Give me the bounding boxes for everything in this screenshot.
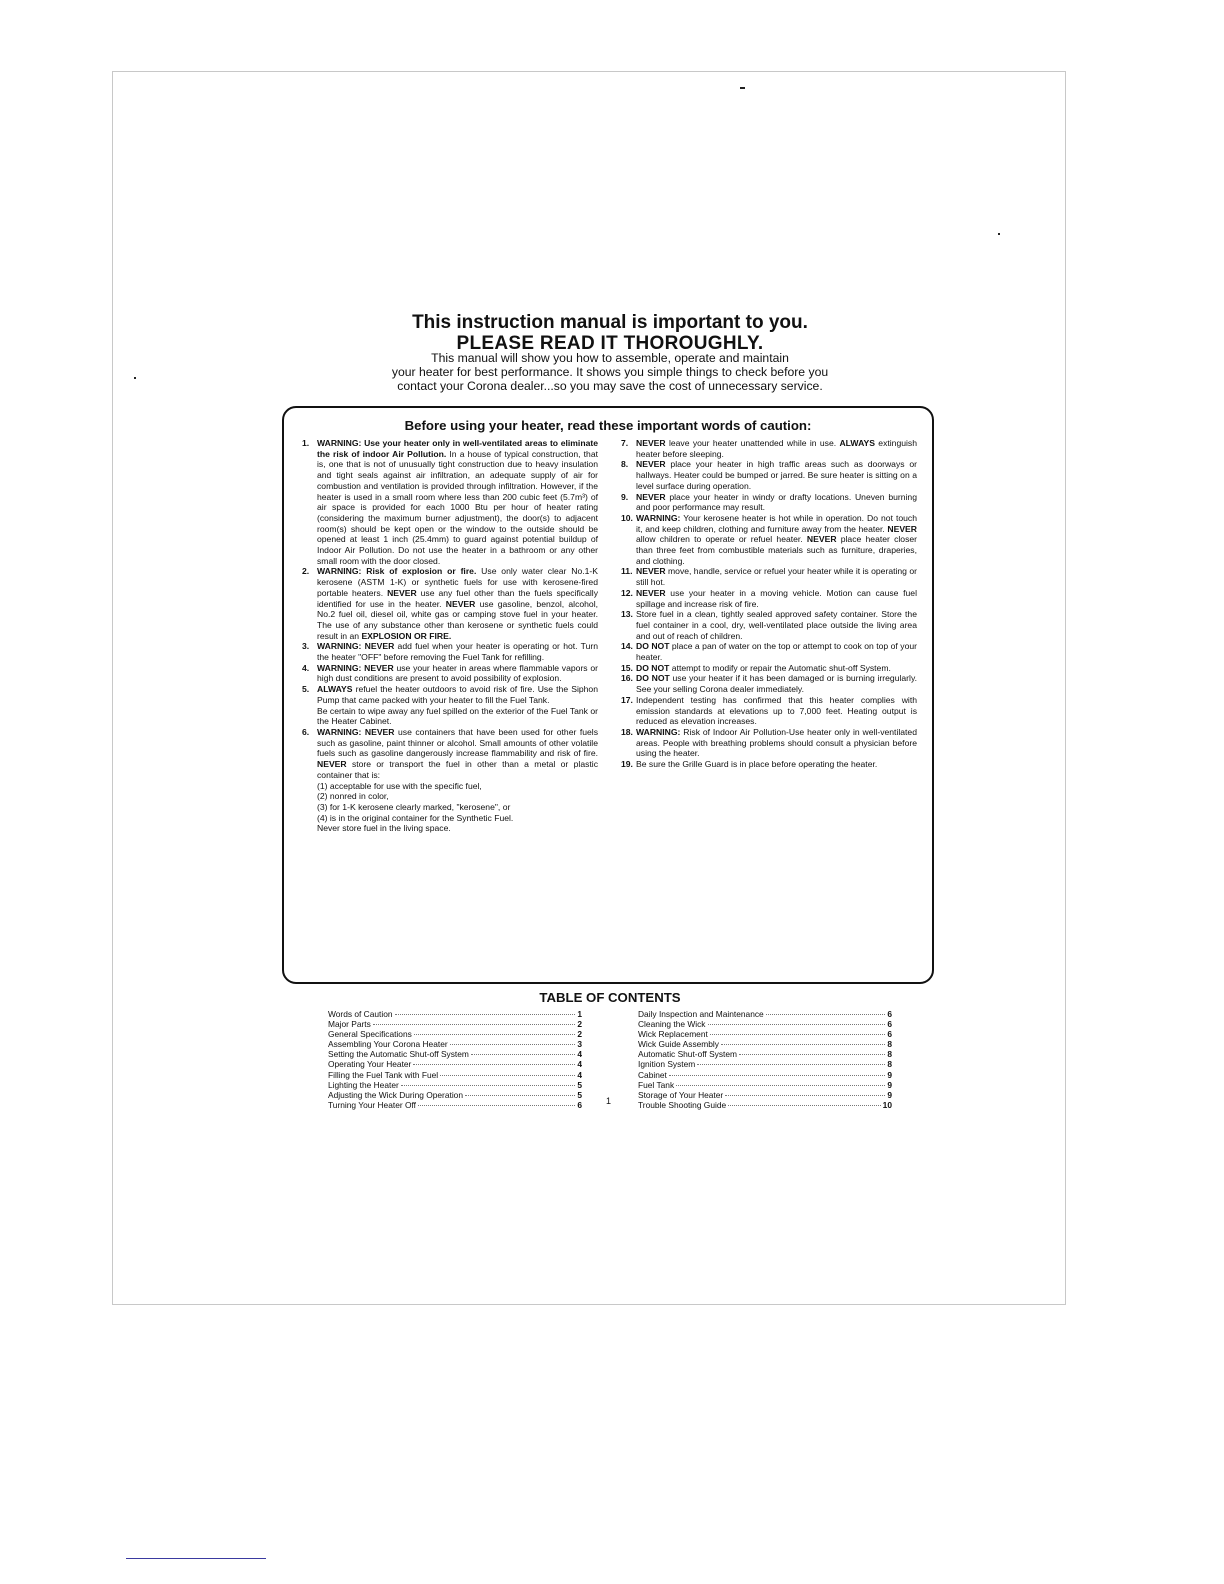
caution-item-text: WARNING: NEVER use containers that have been used for other fuels such as gasoline, paint thinner or alcohol. Small amounts of other volatile fuels such as gasoline dangerously increase flammability and risk of fire. NEVER store or transport the fuel in other than a metal or plastic container that is: (1) acceptable for use with the specific fuel, (2) nonred in color, (3) for 1-K kerosene clearly marked, "kerosene", or (4) is in the original container for the Synthetic Fuel. Never store fuel in the living space.	[317, 726, 598, 834]
toc-entry	[328, 1019, 582, 1029]
toc-entry	[328, 1059, 582, 1069]
caution-item-number: 12.	[621, 587, 633, 598]
toc-entry	[638, 1070, 892, 1080]
toc-entry-name: Fuel Tank	[638, 1079, 675, 1090]
caution-item	[621, 759, 917, 770]
caution-item	[621, 727, 917, 759]
toc-entry-page: 4	[577, 1049, 582, 1060]
toc-leader-dots	[413, 1064, 575, 1065]
toc-entry-page: 6	[887, 1009, 892, 1019]
toc-leader-dots	[669, 1075, 885, 1076]
toc-entry	[638, 1100, 892, 1110]
toc-entry-name: Adjusting the Wick During Operation	[328, 1089, 463, 1100]
toc-leader-dots	[395, 1014, 576, 1015]
toc-entry-name: Daily Inspection and Maintenance	[638, 1009, 764, 1019]
toc-leader-dots	[725, 1095, 885, 1096]
toc-leader-dots	[739, 1054, 885, 1055]
caution-item-number: 14.	[621, 641, 633, 652]
caution-item-number: 19.	[621, 759, 633, 770]
toc-entry-page: 9	[887, 1069, 892, 1080]
toc-entry-page: 5	[577, 1079, 582, 1090]
toc-leader-dots	[401, 1085, 576, 1086]
toc-leader-dots	[465, 1095, 575, 1096]
toc-entry-name: Turning Your Heater Off	[328, 1099, 416, 1110]
toc-entry-page: 3	[577, 1039, 582, 1050]
caution-item-number: 2.	[302, 566, 310, 577]
caution-title: Before using your heater, read these important words of caution:	[404, 418, 812, 433]
caution-item	[621, 609, 917, 641]
toc-entry-name: Assembling Your Corona Heater	[328, 1039, 448, 1050]
caution-item	[621, 641, 917, 662]
caution-item-number: 9.	[621, 491, 629, 502]
intro-line: This manual will show you how to assemble, operate and maintain	[431, 351, 789, 365]
caution-item-number: 17.	[621, 694, 633, 705]
toc-entry-page: 9	[887, 1089, 892, 1100]
toc-column-left	[328, 1009, 582, 1110]
caution-item	[621, 459, 917, 491]
caution-item	[621, 513, 917, 567]
caution-item	[302, 663, 598, 684]
toc-entry	[328, 1029, 582, 1039]
toc-entry-name: Cleaning the Wick	[638, 1019, 706, 1030]
intro-paragraph	[300, 351, 920, 393]
toc-leader-dots	[414, 1034, 576, 1035]
toc-entry-name: Wick Guide Assembly	[638, 1039, 719, 1050]
toc-leader-dots	[450, 1044, 576, 1045]
toc-entry	[638, 1049, 892, 1059]
toc-leader-dots	[728, 1105, 881, 1106]
footer-rule	[126, 1558, 266, 1559]
toc-entry-name: Filling the Fuel Tank with Fuel	[328, 1069, 439, 1080]
caution-item	[621, 566, 917, 587]
manual-title-line-1: This instruction manual is important to you.	[412, 312, 808, 333]
caution-item	[621, 663, 917, 674]
toc-entry-name: Words of Caution	[328, 1009, 393, 1019]
toc-leader-dots	[708, 1024, 886, 1025]
manual-title-line-2: PLEASE READ IT THOROUGHLY.	[456, 333, 764, 354]
caution-item	[621, 588, 917, 609]
toc-entry-page: 8	[887, 1039, 892, 1050]
intro-line: your heater for best performance. It shows you simple things to check before you	[391, 365, 829, 379]
caution-item-number: 16.	[621, 673, 633, 684]
toc-entry	[638, 1019, 892, 1029]
toc-entry-name: General Specifications	[328, 1029, 412, 1040]
toc-entry-page: 1	[577, 1009, 582, 1019]
caution-item	[621, 492, 917, 513]
caution-item-text: WARNING: Risk of Indoor Air Pollution-Use heater only in well-ventilated areas. People with breathing problems should consult a physician before using the heater.	[636, 726, 917, 759]
caution-item-number: 8.	[621, 459, 629, 470]
caution-item-text: WARNING: NEVER add fuel when your heater is operating or hot. Turn the heater "OFF" before removing the Fuel Tank for refilling.	[317, 641, 598, 663]
toc-entry-name: Setting the Automatic Shut-off System	[328, 1049, 469, 1060]
caution-item-text: WARNING: Risk of explosion or fire. Use only water clear No.1-K kerosene (ASTM 1-K) or synthetic fuels for use with kerosene-fired portable heaters. NEVER use any fuel other than the fuels specifically identified for use in the heater. NEVER use gasoline, benzol, alcohol, No.2 fuel oil, diesel oil, white gas or camping stove fuel in your heater. The use of any substance other than kerosene or synthetic fuels could result in an EXPLOSION OR FIRE.	[317, 566, 599, 641]
caution-item-text: DO NOT use your heater if it has been damaged or is burning irregularly. See your selling Corona dealer immediately.	[636, 673, 917, 695]
caution-item-text: NEVER move, handle, service or refuel your heater while it is operating or still hot.	[636, 566, 917, 588]
toc-entry-name: Lighting the Heater	[328, 1079, 399, 1090]
toc-entry	[328, 1080, 582, 1090]
toc-entry-name: Major Parts	[328, 1019, 371, 1030]
toc-column-right	[638, 1009, 892, 1110]
toc-leader-dots	[697, 1064, 885, 1065]
caution-item-text: NEVER place your heater in high traffic areas such as doorways or hallways. Heater could be bumped or jarred. Be sure heater is sitting on a level surface during operation.	[636, 459, 917, 491]
toc-entry-page: 8	[887, 1059, 892, 1070]
toc-entry-page: 8	[887, 1049, 892, 1060]
caution-column-left	[302, 438, 598, 834]
toc-entry-page: 4	[577, 1069, 582, 1080]
toc-entry	[638, 1090, 892, 1100]
caution-item-number: 13.	[621, 609, 633, 620]
toc-entry-name: Operating Your Heater	[328, 1059, 412, 1070]
toc-entry-page: 6	[577, 1099, 582, 1110]
toc-entry	[328, 1070, 582, 1080]
caution-item-text: NEVER place your heater in windy or drafty locations. Uneven burning and poor performance may result.	[636, 491, 917, 513]
toc-leader-dots	[676, 1085, 885, 1086]
toc-entry	[638, 1059, 892, 1069]
caution-item-number: 3.	[302, 641, 310, 652]
toc-leader-dots	[440, 1075, 575, 1076]
toc-entry-page: 9	[887, 1079, 892, 1090]
caution-item-number: 4.	[302, 662, 310, 673]
toc-entry-page: 2	[577, 1019, 582, 1030]
caution-item-number: 11.	[621, 566, 633, 577]
toc-leader-dots	[710, 1034, 886, 1035]
caution-item-text: WARNING: NEVER use your heater in areas where flammable vapors or high dust conditions are present to avoid possibility of explosion.	[317, 662, 598, 684]
caution-item	[302, 438, 598, 566]
toc-entry-page: 4	[577, 1059, 582, 1070]
caution-item-text: NEVER leave your heater unattended while in use. ALWAYS extinguish heater before sleeping.	[636, 438, 917, 459]
toc-entry-name: Trouble Shooting Guide	[638, 1099, 727, 1110]
toc-entry-page: 6	[887, 1019, 892, 1030]
scan-speck	[998, 233, 1000, 235]
toc-entry-name: Storage of Your Heater	[638, 1089, 724, 1100]
caution-item-number: 10.	[621, 512, 633, 523]
toc-entry-page: 5	[577, 1089, 582, 1100]
caution-item	[621, 695, 917, 727]
caution-item-number: 7.	[621, 438, 629, 448]
toc-leader-dots	[766, 1014, 886, 1015]
toc-entry-page: 6	[887, 1029, 892, 1040]
caution-item-text: ALWAYS refuel the heater outdoors to avoid risk of fire. Use the Siphon Pump that came packed with your heater to fill the Fuel Tank. Be certain to wipe away any fuel spilled on the exterior of the Fuel Tank or the Heater Cabinet.	[317, 684, 598, 727]
caution-item	[621, 673, 917, 694]
toc-entry	[638, 1039, 892, 1049]
intro-line: contact your Corona dealer...so you may save the cost of unnecessary service.	[397, 379, 823, 393]
caution-item-number: 15.	[621, 662, 633, 673]
toc-leader-dots	[721, 1044, 885, 1045]
caution-item-number: 1.	[302, 438, 310, 448]
toc-entry	[328, 1009, 582, 1019]
caution-column-right	[621, 438, 917, 770]
caution-item-text: Independent testing has confirmed that this heater complies with emission standards at elevations up to 7,000 feet. Heating output is reduced as elevation increases.	[636, 694, 917, 727]
toc-entry	[328, 1100, 582, 1110]
caution-item-number: 18.	[621, 726, 633, 737]
toc-entry-page: 2	[577, 1029, 582, 1040]
caution-item	[302, 727, 598, 834]
caution-item-text: Store fuel in a clean, tightly sealed approved safety container. Store the fuel container in a cool, dry, well-ventilated place outside the living area and out of reach of children.	[636, 609, 917, 641]
caution-item-text: NEVER use your heater in a moving vehicle. Motion can cause fuel spillage and increase risk of fire.	[636, 587, 917, 609]
toc-entry	[328, 1090, 582, 1100]
toc-entry	[638, 1080, 892, 1090]
toc-title: TABLE OF CONTENTS	[539, 990, 681, 1005]
toc-entry	[638, 1029, 892, 1039]
caution-item	[302, 684, 598, 727]
caution-item-number: 5.	[302, 684, 310, 695]
caution-item-text: DO NOT place a pan of water on the top or attempt to cook on top of your heater.	[636, 641, 917, 663]
scan-speck	[134, 377, 136, 379]
toc-entry-name: Cabinet	[638, 1069, 667, 1080]
toc-entry	[328, 1039, 582, 1049]
caution-item-text: DO NOT attempt to modify or repair the Automatic shut-off System.	[636, 662, 891, 673]
scan-speck	[740, 87, 745, 89]
page-number: 1	[606, 1096, 612, 1106]
toc-entry-page: 10	[882, 1099, 892, 1110]
toc-entry-name: Automatic Shut-off System	[638, 1049, 737, 1060]
toc-entry-name: Wick Replacement	[638, 1029, 708, 1040]
caution-box	[282, 406, 934, 984]
caution-item-text: WARNING: Use your heater only in well-ventilated areas to eliminate the risk of indoor Air Pollution. In a house of typical construction, that is, one that is not of unusually tight construction due to heavy insulation and tight seals against air infiltration, an adequate supply of air for combustion and ventilation is provided through infiltration. However, if the heater is used in a small room where less than 200 cubic feet (5.7m³) of air space is provided for each 1000 Btu per hour of heater rating (considering the maximum burner adjustment), the door(s) to adjacent room(s) should be kept open or the window to the outside should be opened at least 1 inch (25.4mm) to guard against potential buildup of Indoor Air Pollution. Do not use the heater in a bathroom or any other small room with the door closed.	[317, 438, 598, 566]
toc-entry	[638, 1009, 892, 1019]
caution-item	[302, 566, 598, 641]
toc-leader-dots	[418, 1105, 575, 1106]
caution-item	[302, 641, 598, 662]
toc-entry-name: Ignition System	[638, 1059, 696, 1070]
toc-leader-dots	[373, 1024, 576, 1025]
caution-item-number: 6.	[302, 726, 310, 737]
toc-entry	[328, 1049, 582, 1059]
toc-leader-dots	[471, 1054, 575, 1055]
caution-item	[621, 438, 917, 459]
caution-item-text: WARNING: Your kerosene heater is hot while in operation. Do not touch it, and keep children, clothing and furniture away from the heater. NEVER allow children to operate or refuel heater. NEVER place heater closer than three feet from combustible materials such as furniture, draperies, and clothing.	[636, 512, 918, 566]
caution-item-text: Be sure the Grille Guard is in place before operating the heater.	[636, 759, 878, 770]
